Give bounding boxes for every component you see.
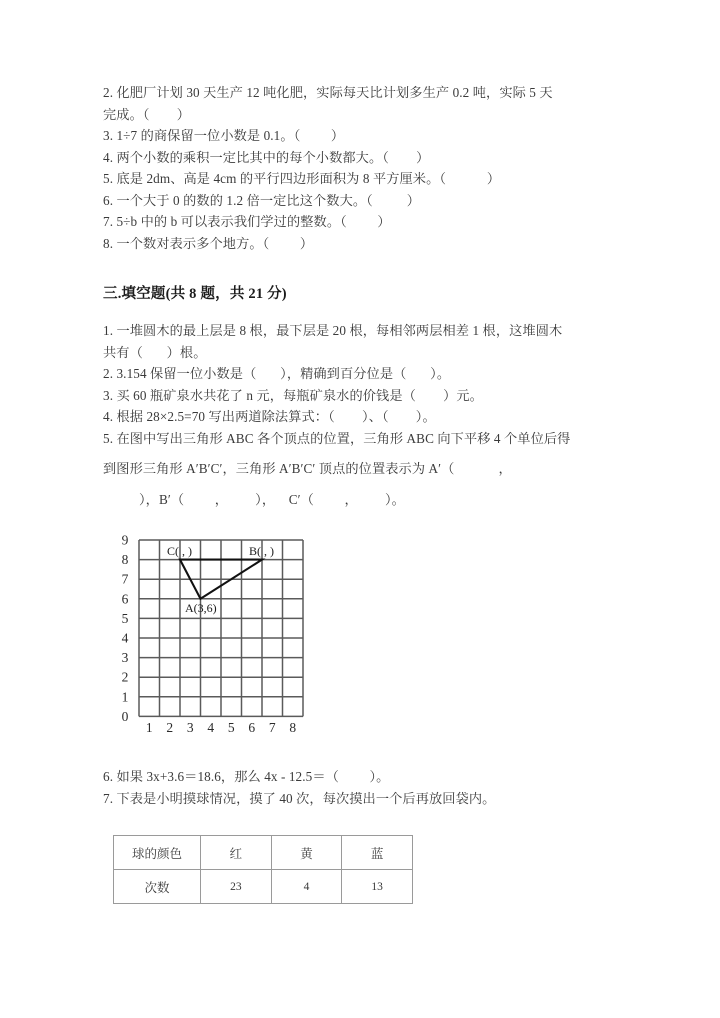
coordinate-grid-figure — [111, 532, 441, 744]
table-header-red: 红 — [201, 836, 272, 870]
table-header-blue: 蓝 — [342, 836, 413, 870]
fill-item-7: 7. 下表是小明摸球情况，摸了 40 次，每次摸出一个后再放回袋内。 — [103, 790, 496, 806]
table-row-label-count: 次数 — [114, 870, 201, 904]
fill-item-5-line2: 到图形三角形 A′B′C′，三角形 A′B′C′ 顶点的位置表示为 A′（ ， — [103, 461, 512, 476]
table-header-yellow: 黄 — [271, 836, 342, 870]
worksheet-content — [103, 82, 623, 904]
x-axis-tick-labels — [146, 720, 297, 735]
svg-text:7: 7 — [268, 720, 276, 735]
svg-text:8: 8 — [121, 552, 129, 568]
table-cell-blue-count: 13 — [342, 870, 413, 904]
judgement-item-7: 7. 5÷b 中的 b 可以表示我们学过的整数。（ ） — [103, 214, 391, 229]
table-row-header — [114, 836, 413, 870]
svg-text:1: 1 — [145, 720, 153, 735]
table-cell-yellow-count: 4 — [271, 870, 342, 904]
svg-text:7: 7 — [121, 571, 129, 587]
judgement-item-6: 6. 一个大于 0 的数的 1.2 倍一定比这个数大。（ ） — [103, 192, 421, 208]
svg-text:5: 5 — [121, 610, 129, 626]
svg-text:4: 4 — [207, 720, 215, 735]
grid-lines — [139, 540, 303, 716]
svg-text:4: 4 — [121, 630, 129, 646]
judgement-item-4: 4. 两个小数的乘积一定比其中的每个小数都大。（ ） — [103, 149, 430, 165]
vertex-label-c: C( , ) — [167, 544, 192, 558]
svg-text:8: 8 — [289, 720, 297, 735]
fill-section-heading: 三.填空题(共 8 题，共 21 分) — [103, 286, 287, 302]
heading-gap — [103, 303, 623, 320]
svg-text:5: 5 — [227, 720, 235, 735]
fill-item-2: 2. 3.154 保留一位小数是（ ），精确到百分位是（ ）。 — [103, 366, 451, 381]
svg-text:3: 3 — [186, 720, 194, 735]
judgement-item-5: 5. 底是 2dm、高是 4cm 的平行四边形面积为 8 平方厘米。（ ） — [103, 171, 501, 186]
fill-item-1-line1: 1. 一堆圆木的最上层是 8 根，最下层是 20 根，每相邻两层相差 1 根，这堆圆木 — [103, 323, 563, 338]
judgement-item-2-line1: 2. 化肥厂计划 30 天生产 12 吨化肥，实际每天比计划多生产 0.2 吨，实际 5 天 — [103, 85, 553, 100]
section-gap — [103, 254, 623, 282]
table-header-color-label: 球的颜色 — [114, 836, 201, 870]
svg-text:3: 3 — [121, 650, 129, 666]
vertex-label-a: A(3,6) — [185, 601, 217, 615]
fill-question-block-tail — [103, 766, 623, 809]
fill-item-5-gap-1 — [103, 449, 623, 458]
judgement-item-3: 3. 1÷7 的商保留一位小数是 0.1。（ ） — [103, 128, 345, 143]
fill-item-5-gap-2 — [103, 480, 623, 489]
vertex-label-b: B( , ) — [249, 544, 274, 558]
fill-question-block — [103, 320, 623, 510]
judgement-item-8: 8. 一个数对表示多个地方。（ ） — [103, 235, 314, 251]
svg-text:9: 9 — [121, 532, 129, 548]
svg-text:2: 2 — [166, 720, 174, 735]
fill-item-6: 6. 如果 3x+3.6＝18.6，那么 4x - 12.5＝（ ）。 — [103, 769, 390, 784]
svg-text:1: 1 — [121, 689, 129, 705]
judgement-item-2-line2: 完成。（ ） — [103, 106, 191, 122]
ball-frequency-table — [113, 835, 413, 904]
svg-text:2: 2 — [121, 669, 129, 685]
fill-item-1-line2: 共有（ ）根。 — [103, 344, 207, 360]
svg-text:6: 6 — [121, 591, 129, 607]
coordinate-grid-svg — [111, 532, 441, 744]
svg-text:6: 6 — [248, 720, 256, 735]
judgement-question-block — [103, 82, 623, 254]
fill-item-5-line1: 5. 在图中写出三角形 ABC 各个顶点的位置，三角形 ABC 向下平移 4 个单位后得 — [103, 430, 571, 446]
svg-text:0: 0 — [121, 708, 129, 724]
fill-item-3: 3. 买 60 瓶矿泉水共花了 n 元，每瓶矿泉水的价钱是（ ）元。 — [103, 387, 483, 403]
fill-item-5-line3: ），B′（ ， ）， C′（ ， ）。 — [139, 491, 405, 507]
table-cell-red-count: 23 — [201, 870, 272, 904]
table-row — [114, 870, 413, 904]
fill-item-4: 4. 根据 28×2.5=70 写出两道除法算式：（ ）、（ ）。 — [103, 409, 436, 424]
y-axis-tick-labels — [122, 533, 129, 724]
ball-table-wrap — [113, 835, 623, 904]
